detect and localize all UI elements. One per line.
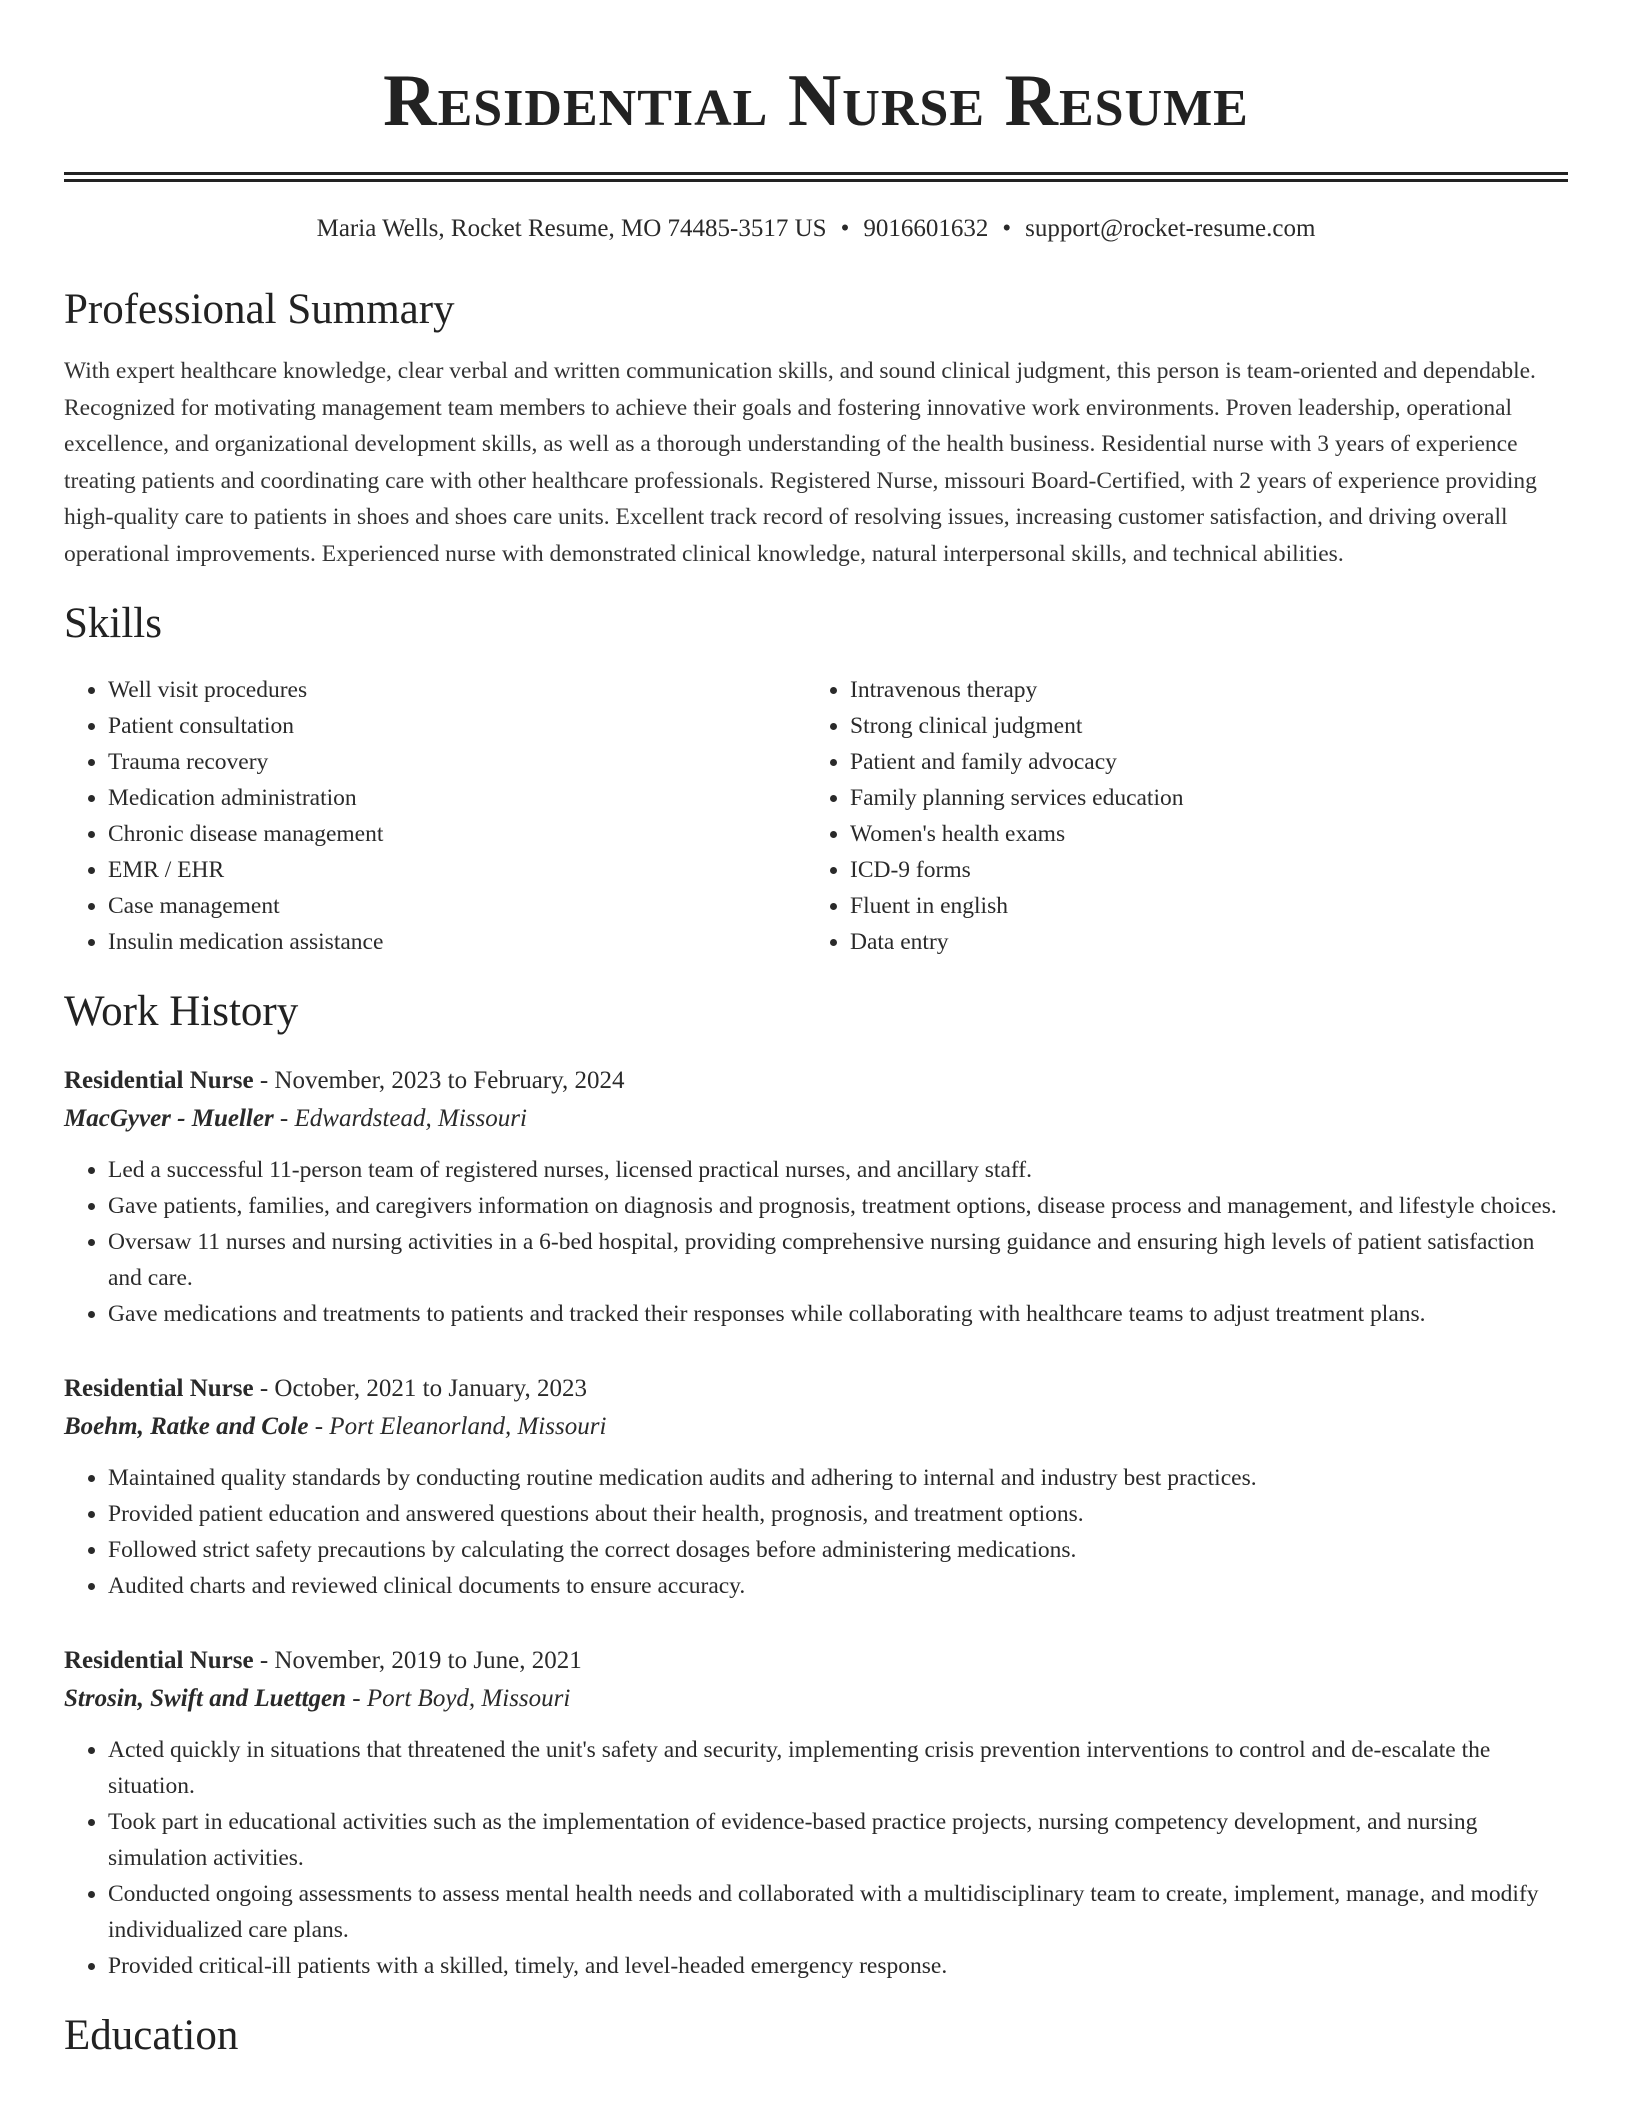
job-bullet: • Led a successful 11-person team of registered nurses, licensed practical nurses, and ancillary staff. — [108, 1152, 1568, 1188]
skill-item: • Fluent in english — [850, 888, 1568, 924]
skill-item: • Medication administration — [108, 780, 806, 816]
job-entry — [64, 1062, 1568, 1332]
job-bullet: • Acted quickly in situations that threatened the unit's safety and security, implementing crisis prevention interventions to control and de-escalate the situation. — [108, 1732, 1568, 1804]
skill-item: • Intravenous therapy — [850, 672, 1568, 708]
job-bullet: • Took part in educational activities such as the implementation of evidence-based practice projects, nursing competency development, and nursing simulation activities. — [108, 1804, 1568, 1876]
job-dates: November, 2019 to June, 2021 — [274, 1647, 582, 1674]
skills-columns — [64, 672, 1568, 960]
job-bullet: • Gave medications and treatments to patients and tracked their responses while collaborating with healthcare teams to adjust treatment plans. — [108, 1296, 1568, 1332]
work-history-heading: Work History — [64, 988, 299, 1035]
skills-heading: Skills — [64, 600, 162, 647]
contact-address: Maria Wells, Rocket Resume, MO 74485-3517 US — [316, 215, 827, 242]
job-company: Strosin, Swift and Luettgen — [64, 1685, 347, 1712]
contact-email: support@rocket-resume.com — [1025, 215, 1316, 242]
job-title-line — [64, 1062, 1568, 1100]
job-dates: October, 2021 to January, 2023 — [274, 1375, 587, 1402]
contact-line — [64, 212, 1568, 246]
job-bullet: • Oversaw 11 nurses and nursing activities in a 6-bed hospital, providing comprehensive nursing guidance and ensuring high levels of patient satisfaction and care. — [108, 1224, 1568, 1296]
skills-right-list — [806, 672, 1568, 960]
job-bullet: • Gave patients, families, and caregivers information on diagnosis and prognosis, treatment options, disease process and management, and lifestyle choices. — [108, 1188, 1568, 1224]
skill-item: • Data entry — [850, 924, 1568, 960]
title-double-rule — [64, 172, 1568, 182]
job-company-line — [64, 1100, 1568, 1138]
job-title: Residential Nurse — [64, 1647, 254, 1674]
job-title: Residential Nurse — [64, 1067, 254, 1094]
job-bullets — [64, 1152, 1568, 1332]
job-title-line — [64, 1370, 1568, 1408]
job-entry — [64, 1370, 1568, 1604]
job-bullets — [64, 1732, 1568, 1984]
job-location: Port Boyd, Missouri — [366, 1685, 571, 1712]
job-dash: - — [253, 1067, 275, 1094]
contact-separator: • — [840, 215, 850, 242]
skill-item: • EMR / EHR — [108, 852, 806, 888]
skill-item: • ICD-9 forms — [850, 852, 1568, 888]
job-title-line — [64, 1642, 1568, 1680]
job-location: Port Eleanorland, Missouri — [329, 1413, 607, 1440]
job-title: Residential Nurse — [64, 1375, 254, 1402]
resume-title: Residential Nurse Resume — [383, 60, 1249, 142]
skill-item: • Trauma recovery — [108, 744, 806, 780]
job-location: Edwardstead, Missouri — [294, 1105, 527, 1132]
job-dash: - — [253, 1375, 275, 1402]
job-bullet: • Provided critical-ill patients with a skilled, timely, and level-headed emergency response. — [108, 1948, 1568, 1984]
contact-separator: • — [1002, 215, 1012, 242]
skill-item: • Strong clinical judgment — [850, 708, 1568, 744]
job-dash: - — [308, 1413, 330, 1440]
job-dash: - — [346, 1685, 367, 1712]
job-company-line — [64, 1680, 1568, 1718]
job-bullets — [64, 1460, 1568, 1604]
job-bullet: • Followed strict safety precautions by calculating the correct dosages before administering medications. — [108, 1532, 1568, 1568]
job-company: Boehm, Ratke and Cole — [64, 1413, 309, 1440]
professional-summary-text: With expert healthcare knowledge, clear verbal and written communication skills, and sound clinical judgment, this person is team-oriented and dependable. Recognized for motivating management team members to achieve their goals and fostering innovative work environments. Proven leadership, operational excellence, and organizational development skills, as well as a thorough understanding of the health business. Residential nurse with 3 years of experience treating patients and coordinating care with other healthcare professionals. Registered Nurse, missouri Board-Certified, with 2 years of experience providing high-quality care to patients in shoes and shoes care units. Excellent track record of resolving issues, increasing customer satisfaction, and driving overall operational improvements. Experienced nurse with demonstrated clinical knowledge, natural interpersonal skills, and technical abilities. — [64, 358, 1537, 567]
professional-summary-heading: Professional Summary — [64, 286, 455, 333]
skills-left-list — [64, 672, 806, 960]
job-bullet: • Maintained quality standards by conducting routine medication audits and adhering to internal and industry best practices. — [108, 1460, 1568, 1496]
job-bullet: • Audited charts and reviewed clinical documents to ensure accuracy. — [108, 1568, 1568, 1604]
education-heading: Education — [64, 2012, 239, 2059]
skill-item: • Insulin medication assistance — [108, 924, 806, 960]
job-company: MacGyver - Mueller — [64, 1105, 274, 1132]
job-bullet: • Conducted ongoing assessments to assess mental health needs and collaborated with a multidisciplinary team to create, implement, manage, and modify individualized care plans. — [108, 1876, 1568, 1948]
skill-item: • Well visit procedures — [108, 672, 806, 708]
skill-item: • Women's health exams — [850, 816, 1568, 852]
job-company-line — [64, 1408, 1568, 1446]
skill-item: • Case management — [108, 888, 806, 924]
job-entry — [64, 1642, 1568, 1984]
job-dash: - — [273, 1105, 295, 1132]
skill-item: • Patient and family advocacy — [850, 744, 1568, 780]
skill-item: • Chronic disease management — [108, 816, 806, 852]
skill-item: • Patient consultation — [108, 708, 806, 744]
job-bullet: • Provided patient education and answered questions about their health, prognosis, and treatment options. — [108, 1496, 1568, 1532]
job-dash: - — [253, 1647, 275, 1674]
resume-page — [64, 0, 1568, 2062]
job-dates: November, 2023 to February, 2024 — [274, 1067, 625, 1094]
skill-item: • Family planning services education — [850, 780, 1568, 816]
contact-phone: 9016601632 — [863, 215, 989, 242]
